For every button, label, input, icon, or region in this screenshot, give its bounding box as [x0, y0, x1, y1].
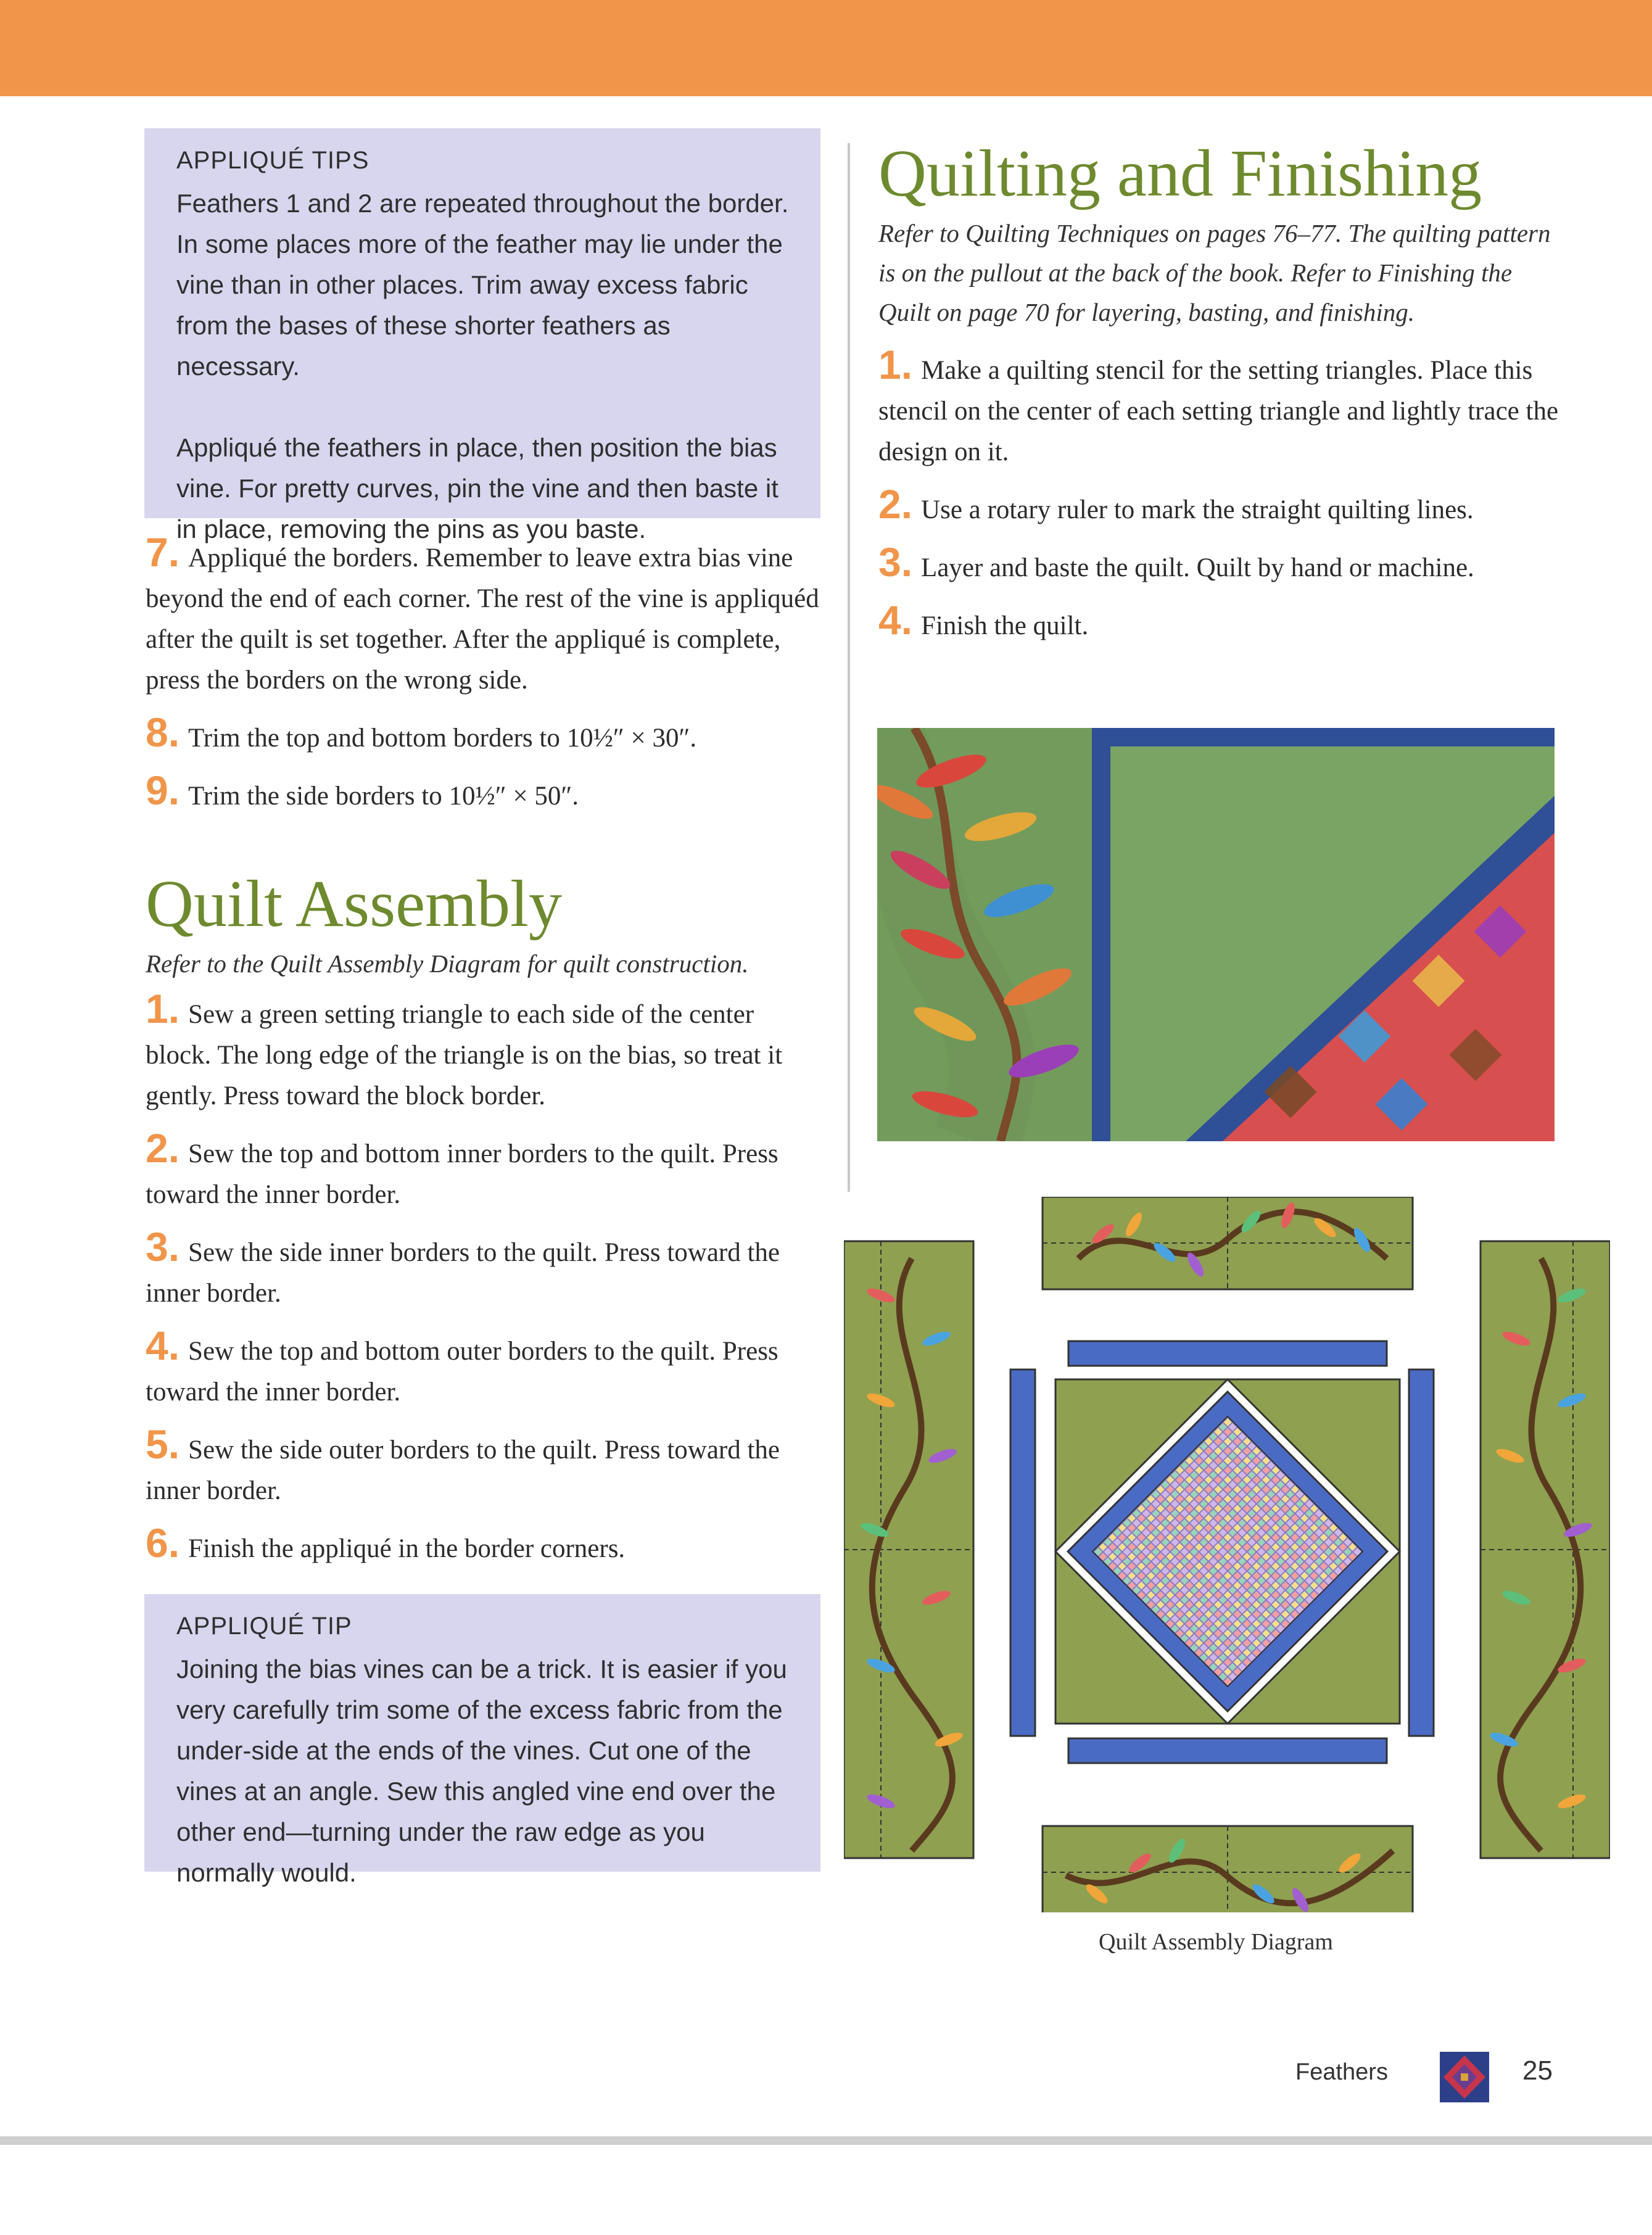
step-text: Sew the side inner borders to the quilt. Press toward the inner border. — [146, 1238, 780, 1308]
step-text: Make a quilting stencil for the setting triangles. Place this stencil on the center of each setting triangle and lightly trace the design on it. — [878, 356, 1559, 466]
step-item — [146, 1421, 824, 1511]
tip-heading: APPLIQUÉ TIP — [176, 1613, 352, 1640]
quilt-photo — [877, 728, 1555, 1141]
left-steps — [146, 529, 823, 834]
section-heading: Quilting and Finishing — [878, 137, 1482, 210]
step-item — [878, 597, 1567, 647]
top-color-band — [0, 0, 1652, 96]
step-text: Appliqué the borders. Remember to leave extra bias vine beyond the end of each corner. The rest of the vine is appliquéd after the quilt is set together. After the appliqué is complete, press the borders on the wrong side. — [146, 543, 819, 695]
tips-heading: APPLIQUÉ TIPS — [176, 147, 370, 174]
step-number: 1. — [878, 342, 913, 387]
step-item — [146, 709, 823, 759]
tips-paragraph: Feathers 1 and 2 are repeated throughout the border. In some places more of the feather may lie under the vine than in other places. Trim away excess fabric from the bases of these shorter feathers as necessary. — [176, 189, 789, 381]
diagram-drawing — [844, 1197, 1610, 1912]
step-number: 5. — [146, 1421, 180, 1467]
step-item — [146, 1520, 824, 1569]
quilting-finishing-section — [878, 137, 1567, 664]
quilt-photo-image — [877, 728, 1555, 1141]
section-heading: Quilt Assembly — [146, 867, 563, 941]
step-number: 7. — [146, 529, 180, 575]
applique-tips-box — [144, 128, 820, 543]
step-text: Sew the top and bottom inner borders to the quilt. Press toward the inner border. — [146, 1139, 779, 1209]
section-intro: Refer to the Quilt Assembly Diagram for quilt construction. — [146, 949, 749, 978]
step-text: Trim the top and bottom borders to 10½″ × 30″. — [188, 724, 697, 753]
quilt-assembly-section — [146, 867, 824, 1587]
quilt-block-icon — [1440, 2052, 1489, 2102]
step-text: Trim the side borders to 10½″ × 50″. — [188, 782, 579, 811]
step-text: Finish the appliqué in the border corners. — [188, 1534, 626, 1563]
applique-tip-box — [144, 1594, 820, 1887]
section-intro: Refer to Quilting Techniques on pages 76–77. The quilting pattern is on the pullout at the back of the book. Refer to Finishing the Quilt on page 70 for layering, basting, and finishing. — [878, 219, 1551, 326]
column-divider — [848, 143, 850, 1192]
footer-section-name: Feathers — [1295, 2059, 1388, 2085]
step-number: 4. — [878, 597, 913, 643]
diagram-caption: Quilt Assembly Diagram — [1099, 1929, 1333, 1955]
step-number: 2. — [878, 481, 913, 527]
step-text: Use a rotary ruler to mark the straight quilting lines. — [921, 495, 1474, 524]
step-number: 6. — [146, 1520, 180, 1566]
page-number: 25 — [1522, 2055, 1553, 2086]
step-item — [146, 529, 823, 701]
step-number: 2. — [146, 1125, 180, 1171]
quilt-assembly-diagram — [844, 1197, 1610, 1912]
step-item — [878, 481, 1567, 531]
tips-paragraph: Appliqué the feathers in place, then position the bias vine. For pretty curves, pin the vine and then baste it in place, removing the pins as you baste. — [176, 433, 779, 543]
step-item — [146, 986, 824, 1117]
step-text: Sew a green setting triangle to each side of the center block. The long edge of the triangle is on the bias, so treat it gently. Press toward the block border. — [146, 1000, 783, 1110]
step-item — [146, 1125, 824, 1215]
step-text: Finish the quilt. — [921, 611, 1089, 640]
step-text: Layer and baste the quilt. Quilt by hand or machine. — [921, 553, 1474, 582]
step-item — [146, 767, 823, 817]
step-number: 3. — [146, 1224, 180, 1270]
step-number: 3. — [878, 539, 913, 585]
step-item — [146, 1224, 824, 1314]
step-text: Sew the side outer borders to the quilt. Press toward the inner border. — [146, 1436, 780, 1505]
step-number: 4. — [146, 1323, 180, 1368]
step-item — [878, 342, 1567, 473]
step-text: Sew the top and bottom outer borders to the quilt. Press toward the inner border. — [146, 1337, 779, 1407]
step-number: 8. — [146, 709, 180, 755]
step-item — [146, 1323, 824, 1413]
tip-paragraph: Joining the bias vines can be a trick. It is easier if you very carefully trim some of the excess fabric from the under-side at the ends of the vines. Cut one of the vines at an angle. Sew this angled vine end over the other end—turning under the raw edge as you normally would. — [176, 1655, 787, 1887]
step-number: 9. — [146, 767, 180, 813]
step-item — [878, 539, 1567, 589]
bottom-rule — [0, 2136, 1652, 2145]
step-number: 1. — [146, 986, 180, 1031]
